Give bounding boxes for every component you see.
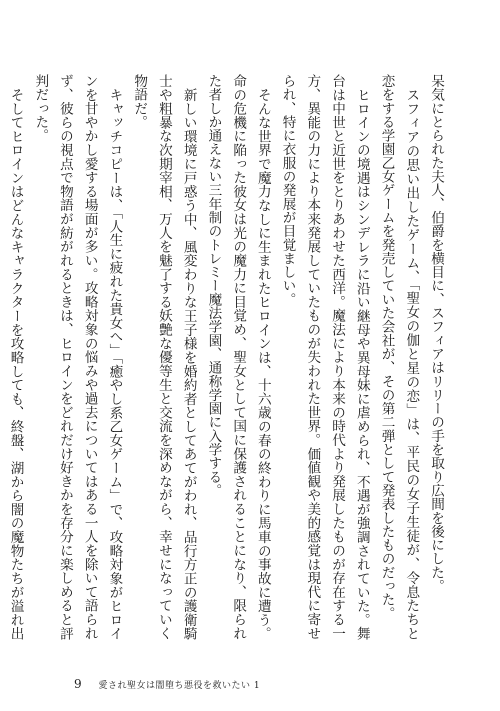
paragraph-2: スフィアの思い出したゲーム、「聖女の伽と星の恋」は、平民の女子生徒が、令息たちと恋をする学園乙女ゲームを発売していた会社が、その第二弾として発表したものだった。 (378, 74, 420, 640)
paragraph-3: ヒロインの境遇はシンデレラに沿い継母や異母妹に虐められ、不遇が強調されていた。舞台は中世と近世をとりあわせた西洋。魔法により本来の時代より発展したものが存在する一方、異能の力により本来発展していたものが失われた世界。価値観や美的感覚は現代に寄せられ、特に衣服の発展が目覚ましい。 (279, 74, 370, 640)
running-title: 愛され聖女は闇堕ち悪役を救いたい 1 (98, 680, 261, 691)
paragraph-7: そしてヒロインはどんなキャラクターを攻略しても、終盤、湖から闇の魔物たちが溢れ出 (7, 87, 24, 640)
page-number: 9 (74, 677, 82, 691)
paragraph-4: そんな世界で魔力なしに生まれたヒロインは、十六歳の春の終わりに馬車の事故に遭う。命の危機に陥った彼女は光の魔力に目覚め、聖女として国に保護されることになり、限られた者しか通えない三年制のトレミー魔法学園、通称学園に入学する。 (205, 74, 271, 640)
paragraph-1: 呆気にとられた夫人、伯爵を横目に、スフィアはリリーの手を取り広間を後にした。 (428, 74, 444, 593)
paragraph-5: 新しい環境に戸惑う中、風変わりな王子様を婚約者としてあてがわれ、品行方正の護衛騎士や粗暴な次期宰相、万人を魅了する妖艶な優等生と交流を深めながら、幸せになっていく物語だ。 (131, 74, 197, 640)
vertical-text-body (7, 74, 448, 640)
paragraph-6: キャッチコピーは、「人生に疲れた貴女へ」「癒やし系乙女ゲーム」で、攻略対象がヒロインを甘やかし愛する場面が多い。攻略対象の悩みや過去についてはある一人を除いて語られず、彼らの視点で物語が紡がれるときは、ヒロインをどれだけ好きかを存分に楽しめると評判だった。 (32, 74, 123, 640)
page-footer (74, 677, 260, 691)
